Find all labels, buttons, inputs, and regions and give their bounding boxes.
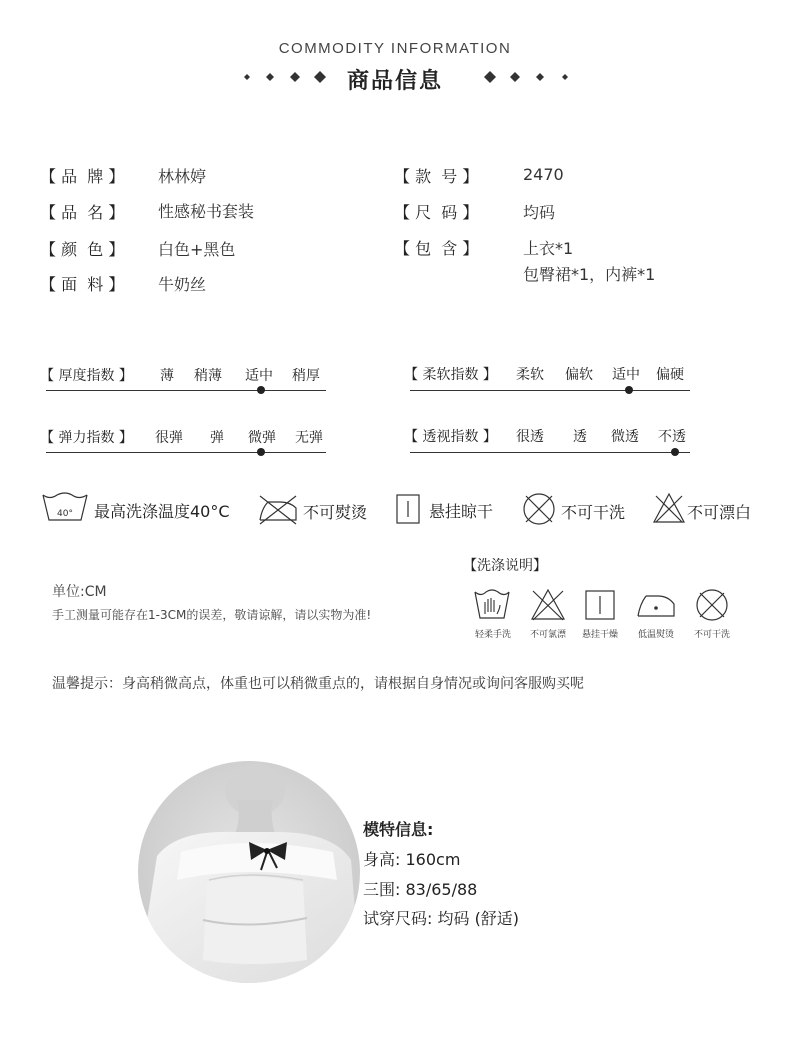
- warm-tip: 温馨提示：身高稍微高点，体重也可以稍微重点的，请根据自身情况或询问客服购买呢: [52, 676, 584, 692]
- softness-index-label: 【 柔软指数 】: [404, 367, 497, 383]
- size-value: 均码: [523, 203, 556, 222]
- diamond-icon-right: [480, 70, 576, 84]
- transparency-option-4: 不透: [658, 429, 686, 445]
- thickness-option-2: 稍薄: [194, 368, 222, 384]
- wash-guide-label-5: 不可干洗: [693, 630, 730, 640]
- wash-guide-title: 【洗涤说明】: [463, 558, 547, 574]
- style-no-label: 【 款 号 】: [394, 167, 479, 186]
- hand-wash-icon: [473, 588, 511, 624]
- includes-value-line2: 包臀裙*1，内裤*1: [523, 265, 656, 284]
- elasticity-scale-line: [46, 452, 326, 453]
- elasticity-option-2: 弹: [210, 430, 224, 446]
- transparency-option-1: 很透: [516, 429, 544, 445]
- chinese-title: 商品信息: [346, 68, 443, 94]
- brand-label: 【 品 牌 】: [40, 167, 125, 186]
- measure-unit: 单位:CM: [52, 584, 107, 600]
- size-label: 【 尺 码 】: [394, 203, 479, 222]
- thickness-option-3: 适中: [245, 368, 273, 384]
- transparency-scale-line: [410, 452, 690, 453]
- softness-option-1: 柔软: [516, 367, 544, 383]
- includes-label: 【 包 含 】: [394, 239, 479, 258]
- elasticity-index-label: 【 弹力指数 】: [40, 430, 133, 446]
- no-dry-clean-icon: [522, 492, 556, 530]
- english-title: COMMODITY INFORMATION: [278, 40, 512, 57]
- model-photo: [137, 760, 361, 988]
- model-photo-illustration: [137, 760, 361, 984]
- product-name-label: 【 品 名 】: [40, 203, 125, 222]
- wash-guide-label-3: 悬挂干燥: [581, 630, 618, 640]
- transparency-option-3: 微透: [611, 429, 639, 445]
- softness-scale-line: [410, 390, 690, 391]
- elasticity-selected-marker: [257, 448, 265, 456]
- model-size: 试穿尺码: 均码 (舒适): [363, 909, 520, 928]
- no-dry-clean-small-icon: [695, 588, 729, 626]
- care-no-iron: 不可熨烫: [303, 503, 368, 522]
- style-no-value: 2470: [523, 165, 564, 184]
- wash-guide-label-4: 低温熨烫: [637, 630, 674, 640]
- no-iron-icon: [258, 494, 298, 528]
- brand-value: 林林婷: [158, 167, 207, 186]
- care-hang-dry: 悬挂晾干: [429, 502, 494, 521]
- wash-guide-label-2: 不可氯漂: [529, 630, 566, 640]
- no-bleach-icon: [652, 492, 686, 528]
- wash-temp-badge: 40°: [57, 509, 73, 519]
- softness-option-3: 适中: [612, 367, 640, 383]
- low-temp-iron-icon: [636, 592, 676, 622]
- fabric-value: 牛奶丝: [158, 275, 207, 294]
- softness-selected-marker: [625, 386, 633, 394]
- transparency-index-label: 【 透视指数 】: [404, 429, 497, 445]
- right-diamond-decoration: [480, 70, 576, 87]
- hang-dry-small-icon: [585, 590, 615, 624]
- thickness-option-4: 稍厚: [292, 368, 320, 384]
- hang-dry-icon: [396, 494, 420, 528]
- wash-guide-label-1: 轻柔手洗: [474, 630, 511, 640]
- color-value: 白色+黑色: [158, 240, 236, 259]
- color-label: 【 颜 色 】: [40, 240, 125, 259]
- thickness-index-label: 【 厚度指数 】: [40, 368, 133, 384]
- elasticity-option-1: 很弹: [155, 430, 183, 446]
- thickness-selected-marker: [257, 386, 265, 394]
- measure-note: 手工测量可能存在1-3CM的误差，敬请谅解，请以实物为准!: [52, 608, 372, 622]
- transparency-option-2: 透: [573, 429, 587, 445]
- thickness-scale-line: [46, 390, 326, 391]
- softness-option-2: 偏软: [565, 367, 593, 383]
- elasticity-option-3: 微弹: [248, 430, 276, 446]
- care-no-bleach: 不可漂白: [687, 503, 752, 522]
- model-measurements: 三围: 83/65/88: [363, 880, 478, 899]
- model-height: 身高: 160cm: [363, 850, 461, 869]
- elasticity-option-4: 无弹: [295, 430, 323, 446]
- fabric-label: 【 面 料 】: [40, 275, 125, 294]
- thickness-option-1: 薄: [160, 368, 174, 384]
- model-info-title: 模特信息:: [363, 820, 434, 839]
- care-no-dry-clean: 不可干洗: [561, 503, 626, 522]
- transparency-selected-marker: [671, 448, 679, 456]
- wash-40-icon: [42, 492, 88, 526]
- no-chlorine-bleach-icon: [530, 588, 566, 626]
- softness-option-4: 偏硬: [656, 367, 684, 383]
- product-name-value: 性感秘书套装: [158, 202, 255, 221]
- includes-value-line1: 上衣*1: [523, 239, 574, 258]
- care-max-wash-temp: 最高洗涤温度40°C: [94, 502, 230, 521]
